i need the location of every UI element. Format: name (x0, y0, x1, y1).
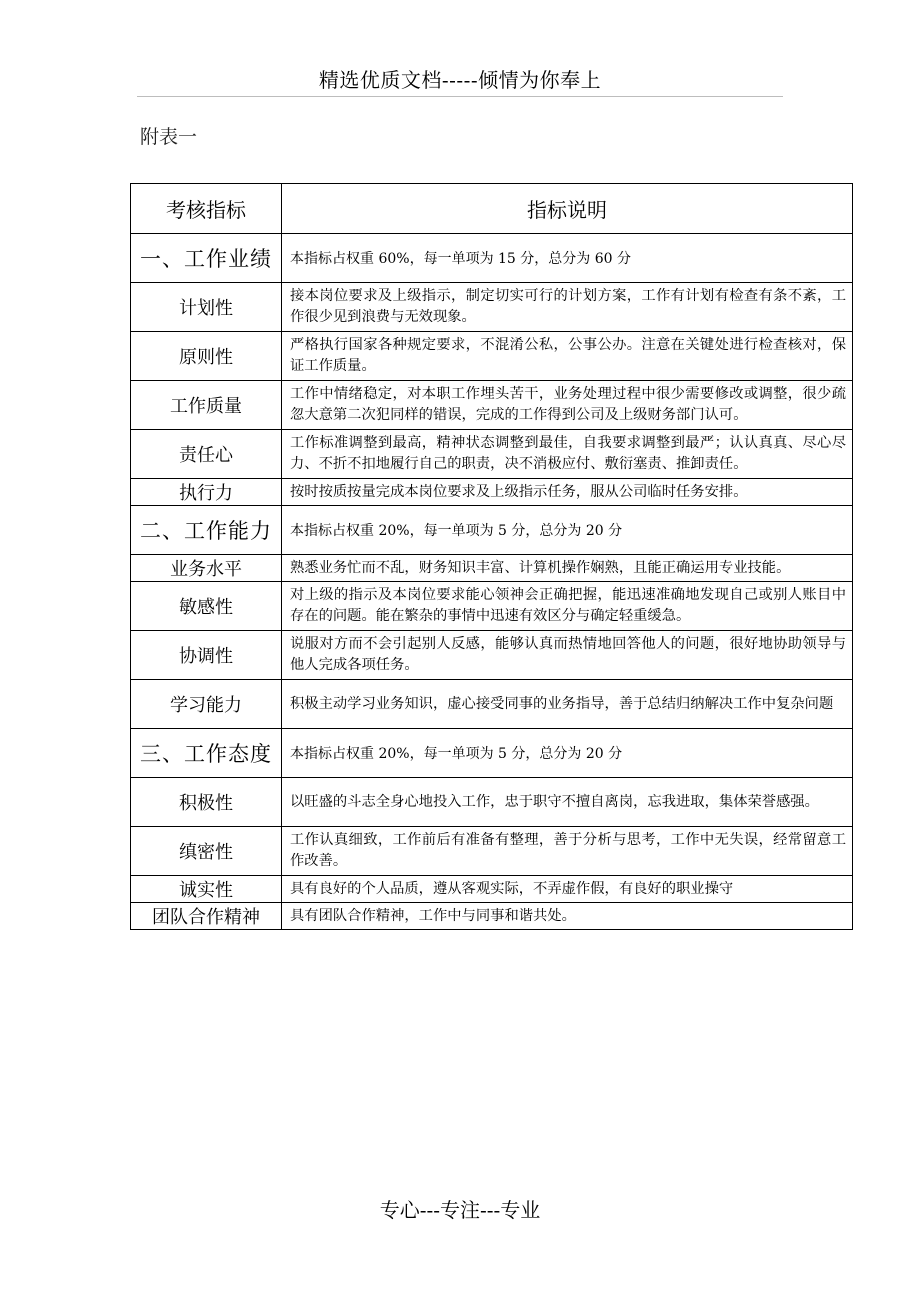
indicator-name: 责任心 (131, 430, 282, 479)
table-row (131, 680, 853, 729)
indicator-name: 学习能力 (131, 680, 282, 729)
section-weight-description: 本指标占权重 20%，每一单项为 5 分，总分为 20 分 (282, 506, 853, 555)
section-weight-description: 本指标占权重 20%，每一单项为 5 分，总分为 20 分 (282, 729, 853, 778)
section-row (131, 506, 853, 555)
indicator-description: 对上级的指示及本岗位要求能心领神会正确把握，能迅速准确地发现自己或别人账目中存在的问题。能在繁杂的事情中迅速有效区分与确定轻重缓急。 (282, 582, 853, 631)
indicator-name: 协调性 (131, 631, 282, 680)
indicator-description: 工作标准调整到最高，精神状态调整到最佳，自我要求调整到最严；认认真真、尽心尽力、不折不扣地履行自己的职责，决不消极应付、敷衍塞责、推卸责任。 (282, 430, 853, 479)
header-divider (137, 96, 783, 97)
indicator-description: 严格执行国家各种规定要求，不混淆公私，公事公办。注意在关键处进行检查核对，保证工作质量。 (282, 332, 853, 381)
column-header-indicator: 考核指标 (131, 184, 282, 234)
section-name: 二、工作能力 (131, 506, 282, 555)
table-row (131, 555, 853, 582)
table-row (131, 479, 853, 506)
indicator-description: 说服对方而不会引起别人反感，能够认真而热情地回答他人的问题，很好地协助领导与他人完成各项任务。 (282, 631, 853, 680)
indicator-name: 原则性 (131, 332, 282, 381)
indicator-name: 诚实性 (131, 876, 282, 903)
column-header-description: 指标说明 (282, 184, 853, 234)
indicator-name: 缜密性 (131, 827, 282, 876)
section-name: 一、工作业绩 (131, 234, 282, 283)
table-row (131, 631, 853, 680)
page-header-title: 精选优质文档-----倾情为你奉上 (318, 68, 602, 92)
indicator-description: 工作认真细致，工作前后有准备有整理，善于分析与思考，工作中无失误，经常留意工作改善。 (282, 827, 853, 876)
section-row (131, 729, 853, 778)
table-row (131, 827, 853, 876)
table-row (131, 903, 853, 930)
table-row (131, 332, 853, 381)
table-caption: 附表一 (140, 126, 198, 148)
table-row (131, 381, 853, 430)
indicator-description: 以旺盛的斗志全身心地投入工作，忠于职守不擅自离岗，忘我进取，集体荣誉感强。 (282, 778, 853, 827)
indicator-description: 工作中情绪稳定，对本职工作埋头苦干，业务处理过程中很少需要修改或调整，很少疏忽大意第二次犯同样的错误，完成的工作得到公司及上级财务部门认可。 (282, 381, 853, 430)
table-row (131, 283, 853, 332)
indicator-description: 按时按质按量完成本岗位要求及上级指示任务，服从公司临时任务安排。 (282, 479, 853, 506)
indicator-name: 团队合作精神 (131, 903, 282, 930)
page-footer: 专心---专注---专业 (379, 1198, 541, 1222)
indicator-description: 熟悉业务忙而不乱，财务知识丰富、计算机操作娴熟，且能正确运用专业技能。 (282, 555, 853, 582)
indicator-name: 业务水平 (131, 555, 282, 582)
section-row (131, 234, 853, 283)
indicator-name: 计划性 (131, 283, 282, 332)
indicator-description: 接本岗位要求及上级指示，制定切实可行的计划方案，工作有计划有检查有条不紊，工作很少见到浪费与无效现象。 (282, 283, 853, 332)
table-row (131, 876, 853, 903)
indicator-name: 积极性 (131, 778, 282, 827)
indicator-description: 具有团队合作精神，工作中与同事和谐共处。 (282, 903, 853, 930)
table-row (131, 778, 853, 827)
table-row (131, 582, 853, 631)
section-name: 三、工作态度 (131, 729, 282, 778)
section-weight-description: 本指标占权重 60%，每一单项为 15 分，总分为 60 分 (282, 234, 853, 283)
indicator-name: 工作质量 (131, 381, 282, 430)
indicator-description: 具有良好的个人品质，遵从客观实际，不弄虚作假，有良好的职业操守 (282, 876, 853, 903)
table-header-row (131, 184, 853, 234)
indicator-name: 敏感性 (131, 582, 282, 631)
indicator-description: 积极主动学习业务知识，虚心接受同事的业务指导，善于总结归纳解决工作中复杂问题 (282, 680, 853, 729)
table-row (131, 430, 853, 479)
evaluation-table (130, 183, 853, 930)
indicator-name: 执行力 (131, 479, 282, 506)
